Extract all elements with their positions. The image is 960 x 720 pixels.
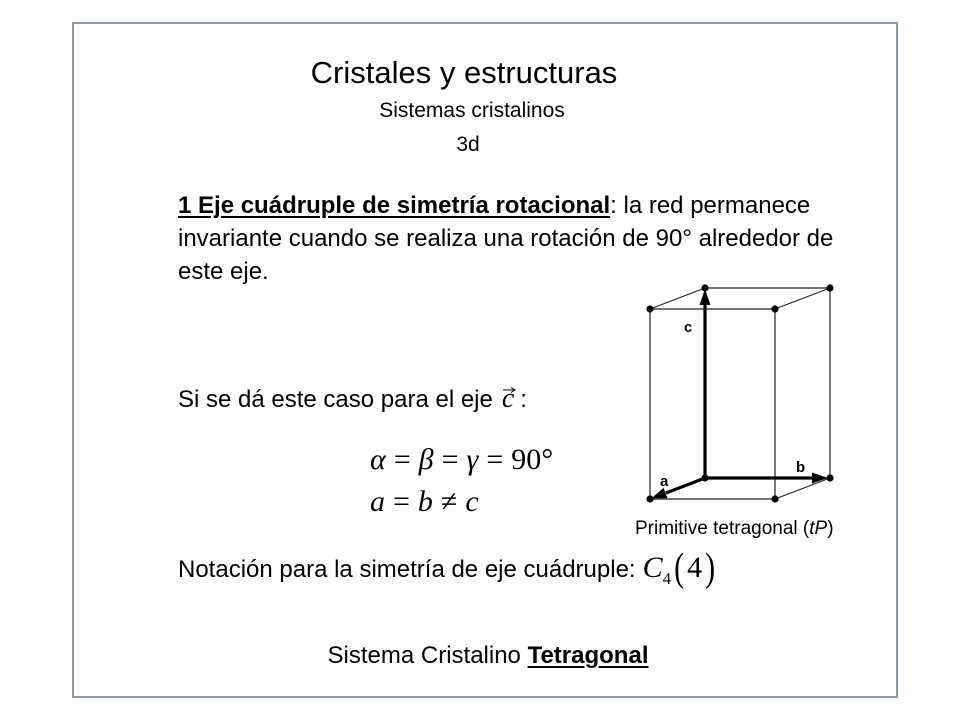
gamma-symbol: γ <box>466 443 479 476</box>
axis-a-label: a <box>660 473 669 490</box>
figure-caption <box>635 517 834 541</box>
lattice-point <box>646 305 653 312</box>
angles-equation <box>370 443 553 477</box>
equals-sign: = <box>393 485 410 518</box>
definition-line-3: este eje. <box>178 258 269 285</box>
right-angle-value: 90° <box>511 443 554 476</box>
vector-c <box>502 382 514 416</box>
vector-c-symbol: c <box>501 383 515 414</box>
slide-subtitle: Sistemas cristalinos <box>379 99 565 122</box>
lattice-points <box>646 284 833 502</box>
tetragonal-cell-diagram <box>620 270 860 520</box>
cell-edge <box>775 288 830 309</box>
slide-title: Cristales y estructuras <box>310 55 618 90</box>
lattice-point <box>771 495 778 502</box>
crystal-system-name: Tetragonal <box>527 642 649 669</box>
caption-lattice-symbol: tP <box>809 518 828 539</box>
lattice-point <box>826 284 833 291</box>
lengths-equation <box>370 485 479 519</box>
caption-text: Primitive tetragonal ( <box>635 518 810 539</box>
b-symbol: b <box>417 485 433 518</box>
lattice-point <box>771 305 778 312</box>
symmetry-notation <box>642 545 719 590</box>
not-equal-sign: ≠ <box>440 485 458 518</box>
cell-edge <box>775 478 830 499</box>
equals-sign: = <box>441 443 459 476</box>
caption-close-paren: ) <box>827 518 834 539</box>
condition-text: Si se dá este caso para el eje <box>178 386 493 413</box>
notation-subscript: 4 <box>662 569 672 588</box>
lattice-point <box>646 495 653 502</box>
conclusion-line <box>16 639 960 672</box>
notation-symbol: C <box>642 551 663 584</box>
notation-text: Notación para la simetría de eje cuádruple: <box>178 556 636 583</box>
definition-term: 1 Eje cuádruple de simetría rotacional <box>178 192 611 219</box>
notation-sentence <box>178 545 718 590</box>
axis-b-label: b <box>796 459 806 476</box>
definition-line-2: invariante cuando se realiza una rotación de 90° alrededor de <box>178 225 834 252</box>
axis-a-arrow <box>666 478 705 493</box>
cell-edge <box>650 288 705 309</box>
equals-sign: = <box>486 443 504 476</box>
c-symbol: c <box>465 485 479 518</box>
axis-c-label: c <box>684 319 693 336</box>
equals-sign: = <box>393 443 411 476</box>
lattice-point <box>826 474 833 481</box>
lattice-point <box>701 284 708 291</box>
lattice-point <box>701 474 708 481</box>
condition-sentence <box>178 382 527 416</box>
notation-close-paren: ) <box>705 545 716 590</box>
definition-line-1 <box>178 189 833 222</box>
condition-colon: : <box>520 386 527 413</box>
alpha-symbol: α <box>370 443 386 476</box>
notation-order: 4 <box>687 551 703 584</box>
definition-text: : la red permanece <box>610 192 811 219</box>
notation-open-paren: ( <box>674 545 685 590</box>
section-number: 3d <box>456 133 480 156</box>
vector-arrow-icon <box>502 386 516 394</box>
beta-symbol: β <box>418 443 434 476</box>
a-symbol: a <box>370 485 385 518</box>
conclusion-text: Sistema Cristalino <box>327 642 521 669</box>
